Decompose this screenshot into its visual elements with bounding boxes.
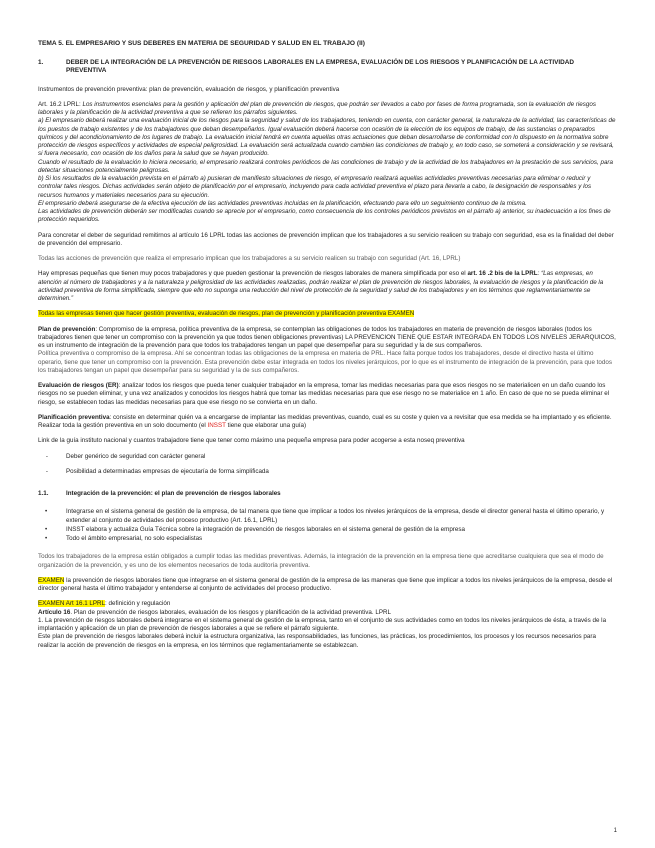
section-1-1-number: 1.1. <box>38 490 49 498</box>
insst-highlight: INSST <box>207 422 226 430</box>
section-1-1-title: Integración de la prevención: el plan de prevención de riesgos laborales <box>66 490 281 498</box>
evaluacion-riesgos-label: Evaluación de riesgos (ER) <box>38 382 119 390</box>
articulo-16-1-text: 1. La prevención de riesgos laborales deberá integrarse en el sistema general de gestión de la empresa, tanto en el conjunto de sus actividades como en todos los niveles jerárquicos de ésta, a través de la implantación y aplicación de un plan de prevención de riesgos laborales a que se refiere el párrafo siguiente. <box>38 616 607 633</box>
list-item: - Posibilidad a determinadas empresas de ejecutaría de forma simplificada <box>66 468 616 476</box>
pequenas-empresas-paragraph <box>38 270 616 303</box>
articulo-16-label: Artículo 16 <box>38 608 71 616</box>
examen-integracion-body: la prevención de riesgos laborales tiene que integrarse en el sistema general de gestión de la empresa de las maneras que tiene que implicar a todos los niveles jerárquicos de la empresa, desde el director general hasta el último trabajador y entenderse al conjunto de actividades del proceso productivo. <box>38 576 613 593</box>
plan-prevencion-block <box>38 326 616 376</box>
planificacion-label: Planificación preventiva <box>38 413 110 421</box>
deber-list <box>38 453 616 477</box>
plan-prevencion-body: : Compromiso de la empresa, política preventiva de la empresa, se contemplan las obligaciones de todos los trabajadores en materia de prevención de riesgos laborales (todos los trabajadores tienen que tener un compromiso con la prevención ya que todos tienen obligaciones preventivas) LA PREVENCION TIENE QUE ESTAR INTEGRADA EN TODOS LOS NIVELES JERARQUICOS, es un instrumento de integración de la prevención para que todos los trabajadores tengan un papel que desempeñar para su seguridad y la de sus compañeros. <box>38 325 616 350</box>
articulo-16-block <box>38 600 616 650</box>
document-title: TEMA 5. EL EMPRESARIO Y SUS DEBERES EN MATERIA DE SEGURIDAD Y SALUD EN EL TRABAJO (II) <box>38 40 365 47</box>
concretar-paragraph: Para concretar el deber de seguridad remitirnos al artículo 16 LPRL todas las acciones de prevención implican que los trabajadores a su servicio realicen su trabajo con seguridad, esa es la finalidad del deber de prevención del empresario. <box>38 231 614 247</box>
pequenas-text: Hay empresas pequeñas que tienen muy pocos trabajadores y que pueden gestionar la prevención de riesgos laborales de manera simplificada por eso el <box>38 270 468 278</box>
examen-label: EXAMEN <box>38 576 65 584</box>
planificacion-paragraph <box>38 414 616 431</box>
examen-note <box>38 310 616 318</box>
evaluacion-riesgos-body: : analizar todos los riesgos que pueda tener cualquier trabajador en la empresa, tomar las medidas necesarias para que esos riesgos no se materialicen en un daño cuando los riesgos no se pueden eliminar, y una vez analizados y conocidos los riesgos habrá que tomar las medidas necesarias para que ese riesgo no se materialice en 1 año. En caso de que no se pueda eliminar el riesgo, se establecen todas las medidas necesarias para que ese riesgo no se convierta en un daño. <box>38 382 610 406</box>
document-page <box>38 40 616 657</box>
art-16-2-ejecucion: El empresario deberá asegurarse de la efectiva ejecución de las actividades preventivas incluidas en la planificación, efectuando para ello un seguimiento continuo de la misma. <box>38 199 527 207</box>
instrumentos-paragraph: Instrumentos de prevención preventiva: plan de prevención, evaluación de riesgos, y planificación preventiva <box>38 85 340 93</box>
acciones-prevencion-note: Todas las acciones de prevención que realiza el empresario implican que los trabajadores a su servicio realicen su trabajo con seguridad (Art. 16, LPRL) <box>38 255 461 263</box>
art-16-2-controles: Cuando el resultado de la evaluación lo hiciera necesario, el empresario realizará controles periódicos de las condiciones de trabajo y de la actividad de los trabajadores en la prestación de sus servicios, para detectar situaciones potencialmente peligrosas. <box>38 158 613 174</box>
link-guia-paragraph: Link de la guía instituto nacional y cuantos trabajadore tiene que tener como máximo una pequeña empresa para poder acogerse a esta noseq preventiva <box>38 437 465 445</box>
section-1-title: DEBER DE LA INTEGRACIÓN DE LA PREVENCIÓN DE RIESGOS LABORALES EN LA EMPRESA, EVALUACIÓN DE LOS RIESGOS Y PLANIFICACIÓN DE LA ACTIVIDAD PREVENTIVA <box>66 58 574 75</box>
evaluacion-riesgos-paragraph <box>38 382 616 407</box>
page-number: 1 <box>613 828 617 834</box>
plan-prevencion-note: Política preventiva o compromiso de la empresa. Ahí se concentran todas las obligaciones de la empresa en materia de PRL. Hace falta porque todos los trabajadores, desde el directivo hasta el último operario, tiene que tener un compromiso con la prevención. Esta prevención debe estar integrada en todos los niveles jerárquicos, por lo que es el instrumento de integración de la prevención, para que todos los trabajadores tengan un papel que desempeñar para su seguridad y la de sus compañeros. <box>38 350 612 374</box>
list-item: • Integrarse en el sistema general de gestión de la empresa, de tal manera que tiene que implicar a todos los niveles jerárquicos de la empresa, desde el director general hasta el último operario, y extender al conjunto de actividades del proceso productivo (Art. 16.1, LPRL) <box>66 508 616 525</box>
art-16-2-bis-ref: art. 16 .2 bis de la LPRL <box>467 270 538 278</box>
list-item: • INSST elabora y actualiza Guía Técnica sobre la integración de prevención de riesgos laborales en el sistema general de gestión de la empresa <box>66 526 616 534</box>
trabajadores-obligados-note: Todos los trabajadores de la empresa están obligados a cumplir todas las medidas preventivas. Además, la integración de la prevención en la empresa tiene que acreditarse cualquiera que sea el modo de organización de la prevención, y es uno de los elementos necesarios de toda auditoría preventiva. <box>38 553 604 569</box>
art-16-1-rest: : definición y regulación <box>105 600 171 608</box>
art-16-2-bis-quote: : “Las empresas, en atención al número de trabajadores y a la naturaleza y peligrosidad de las actividades realizadas, podrán realizar el plan de prevención de riesgos laborales, la evaluación de riesgos y la planificación de la actividad preventiva de forma simplificada, siempre que ello no suponga una reducción del nivel de protección de la seguridad y salud de los trabajadores y en los términos que reglamentariamente se determinen.” <box>38 270 604 303</box>
list-item: • Todo el ámbito empresarial, no solo especialistas <box>66 535 616 543</box>
section-1-heading <box>38 59 616 76</box>
examen-integracion-paragraph <box>38 577 616 594</box>
examen-art-16-1-label: EXAMEN Art 16.1 LPRL <box>38 600 106 608</box>
planificacion-body: : consiste en determinar quién va a encargarse de implantar las medidas preventivas, cuando, cual es su coste y quien va a revisitar que esa medida se ha implantado y es eficiente. Realizar toda la gestión preventiva en un solo documento (el <box>38 413 612 430</box>
section-1-number: 1. <box>38 58 44 66</box>
planificacion-body-end: tiene que elaborar una guía) <box>225 422 307 430</box>
articulo-16-1-text-2: Este plan de prevención de riesgos laborales deberá incluir la estructura organizativa, las responsabilidades, las funciones, las prácticas, los procedimientos, los procesos y los recursos necesarios para realizar la acción de prevención de riesgos en la empresa, en los términos que reglamentariamente se establezcan. <box>38 633 596 649</box>
integracion-list <box>38 508 616 543</box>
list-item: - Deber genérico de seguridad con carácter general <box>66 453 616 461</box>
articulo-16-title: . Plan de prevención de riesgos laborales, evaluación de los riesgos y planificación de la actividad preventiva. LPRL <box>70 608 391 616</box>
art-16-2-quote <box>38 101 616 225</box>
art-16-2-modificacion: Las actividades de prevención deberán ser modificadas cuando se aprecie por el empresario, como consecuencia de los controles periódicos previstos en el párrafo a) anterior, su inadecuación a los fines de protección requeridos. <box>38 208 611 224</box>
section-1-1-heading <box>38 490 616 498</box>
examen-highlight: Todas las empresas tienen que hacer gestión preventiva, evaluación de riesgos, plan de prevención y planificación preventiva EXAMEN <box>38 310 415 318</box>
art-16-2-body: Los instrumentos esenciales para la gestión y aplicación del plan de prevención de riesgos, que podrán ser llevados a cabo por fases de forma programada, son la evaluación de riesgos laborales y la planificación de la actividad preventiva a que se refieren los párrafos siguientes. <box>38 100 596 117</box>
art-16-2-lead: Art. 16.2 LPRL: <box>38 100 83 108</box>
art-16-2-b: b) Si los resultados de la evaluación prevista en el párrafo a) pusieran de manifiesto situaciones de riesgo, el empresario realizará aquellas actividades preventivas necesarias para eliminar o reducir y controlar tales riesgos. Dichas actividades serán objeto de planificación por el empresario, incluyendo para cada actividad preventiva el plazo para llevarla a cabo, la designación de responsables y los recursos humanos y materiales necesarios para su ejecución. <box>38 175 592 199</box>
plan-prevencion-label: Plan de prevención <box>38 325 96 333</box>
art-16-2-a: a) El empresario deberá realizar una evaluación inicial de los riesgos para la seguridad y salud de los trabajadores, teniendo en cuenta, con carácter general, la naturaleza de la actividad, las características de los puestos de trabajo existentes y de los trabajadores que deban desempeñarlos. Igual evaluación deberá hacerse con ocasión de la elección de los equipos de trabajo, de las sustancias o preparados químicos y del acondicionamiento de los lugares de trabajo. La evaluación inicial tendrá en cuenta aquellas otras actuaciones que deban desarrollarse de conformidad con lo dispuesto en la normativa sobre protección de riesgos específicos y actividades de especial peligrosidad. La evaluación será actualizada cuando cambien las condiciones de trabajo y, en todo caso, se someterá a consideración y se revisará, si fuera necesario, con ocasión de los daños para la salud que se hayan producido. <box>38 117 616 158</box>
